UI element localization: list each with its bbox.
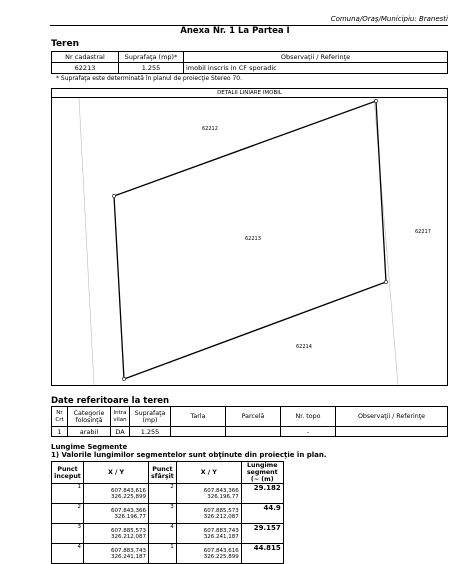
coord-x: 607.883,743 — [203, 527, 239, 534]
coord-y: 326.225,899 — [111, 493, 146, 500]
cell-intravilan: DA — [111, 427, 130, 437]
vertex-3 — [384, 280, 387, 283]
cell-suprafata: 1.255 — [130, 427, 171, 437]
vertex-2 — [374, 99, 377, 102]
annex-title: Anexa Nr. 1 La Partea I — [180, 26, 290, 36]
cell-length: 29.182 — [241, 484, 283, 504]
cell-suprafata: 1.255 — [119, 63, 184, 74]
table-row — [52, 63, 448, 74]
teren-heading: Teren — [51, 39, 79, 49]
label-parcel: 62213 — [245, 236, 261, 242]
cell-nr: 1 — [52, 427, 68, 437]
label-neighbor-south: 62214 — [296, 344, 312, 350]
cell-end: 1 — [149, 544, 177, 564]
cell-length: 29.157 — [241, 524, 283, 544]
cell-end: 4 — [149, 524, 177, 544]
table-row — [52, 504, 284, 524]
col-punct-sfarsit: Punct sfârşit — [149, 462, 177, 484]
col-nr-topo: Nr. topo — [281, 407, 336, 427]
col-lungime: Lungime segment (~ (m) — [241, 462, 283, 484]
cell-length: 44.9 — [241, 504, 283, 524]
lungime-subheading: 1) Valorile lungimilor segmentelor sunt obţinute din proiecţie în plan. — [51, 451, 327, 459]
cell-nr-cadastral: 62213 — [52, 63, 119, 74]
col-observatii: Observaţii / Referinţe — [336, 407, 448, 427]
projection-note: * Suprafaţa este determinată în planul de proiecţie Stereo 70. — [56, 75, 243, 82]
cell-start: 4 — [52, 544, 84, 564]
col-punct-inceput: Punct început — [52, 462, 84, 484]
table-header-row — [52, 462, 284, 484]
lungime-heading: Lungime Segmente — [51, 443, 128, 451]
coord-y: 326.212,087 — [111, 533, 146, 540]
table-row — [52, 544, 284, 564]
location-header: Comuna/Oraş/Municipiu: Branesti — [330, 15, 448, 23]
label-neighbor-north: 62212 — [202, 126, 218, 132]
col-tarla: Tarla — [171, 407, 226, 427]
coord-x: 607.843,616 — [111, 487, 146, 494]
cell-length: 44.815 — [241, 544, 283, 564]
vertex-1 — [112, 194, 115, 197]
cell-observatii — [336, 427, 448, 437]
cell-start-xy — [84, 544, 149, 564]
coord-y: 326.225,899 — [203, 553, 239, 560]
cell-start-xy — [84, 524, 149, 544]
cell-tarla — [171, 427, 226, 437]
label-neighbor-east: 62217 — [415, 229, 431, 235]
teren-table — [51, 51, 448, 74]
cell-end-xy — [176, 524, 241, 544]
col-intravilan: Intra vilan — [111, 407, 130, 427]
coord-x: 607.843,366 — [111, 507, 146, 514]
cell-start: 3 — [52, 524, 84, 544]
col-categorie: Categorie folosinţă — [68, 407, 111, 427]
vertex-4 — [122, 377, 125, 380]
coord-y: 326.196,77 — [114, 513, 146, 520]
col-nr-crt: Nr Crt — [52, 407, 68, 427]
coord-x: 607.885,573 — [111, 527, 146, 534]
cell-start-xy — [84, 484, 149, 504]
coord-x: 607.883,743 — [111, 547, 146, 554]
coord-y: 326.241,187 — [111, 553, 146, 560]
coord-y: 326.196,77 — [207, 493, 239, 500]
coord-x: 607.843,616 — [203, 547, 239, 554]
segments-table — [51, 461, 284, 564]
cell-nr-topo: - — [281, 427, 336, 437]
col-observatii: Observaţii / Referinţe — [184, 52, 448, 63]
plot-title: DETALII LINIARE IMOBIL — [52, 89, 447, 98]
coord-y: 326.212,087 — [203, 513, 239, 520]
cell-start: 2 — [52, 504, 84, 524]
table-row — [52, 484, 284, 504]
coord-y: 326.241,187 — [203, 533, 239, 540]
cell-start-xy — [84, 504, 149, 524]
cell-end: 3 — [149, 504, 177, 524]
cell-end-xy — [176, 504, 241, 524]
cell-end-xy — [176, 484, 241, 504]
table-row — [52, 427, 448, 437]
cell-categorie: arabil — [68, 427, 111, 437]
col-xy-end: X / Y — [176, 462, 241, 484]
coord-x: 607.885,573 — [203, 507, 239, 514]
table-header-row — [52, 52, 448, 63]
neighbor-boundary-west — [79, 98, 94, 385]
parcel-plan — [52, 98, 447, 385]
plot-frame — [51, 88, 448, 386]
col-suprafata: Suprafaţa (mp)* — [119, 52, 184, 63]
col-nr-cadastral: Nr cadastral — [52, 52, 119, 63]
col-suprafata: Suprafaţa (mp) — [130, 407, 171, 427]
coord-x: 607.843,366 — [203, 487, 239, 494]
table-header-row — [52, 407, 448, 427]
col-parcela: Parcelă — [226, 407, 281, 427]
cell-start: 1 — [52, 484, 84, 504]
cell-end: 2 — [149, 484, 177, 504]
cell-parcela — [226, 427, 281, 437]
cell-end-xy — [176, 544, 241, 564]
date-teren-heading: Date referitoare la teren — [51, 396, 170, 406]
table-row — [52, 524, 284, 544]
cell-observatii: imobil inscris in CF sporadic — [184, 63, 448, 74]
date-teren-table — [51, 406, 448, 437]
col-xy-start: X / Y — [84, 462, 149, 484]
